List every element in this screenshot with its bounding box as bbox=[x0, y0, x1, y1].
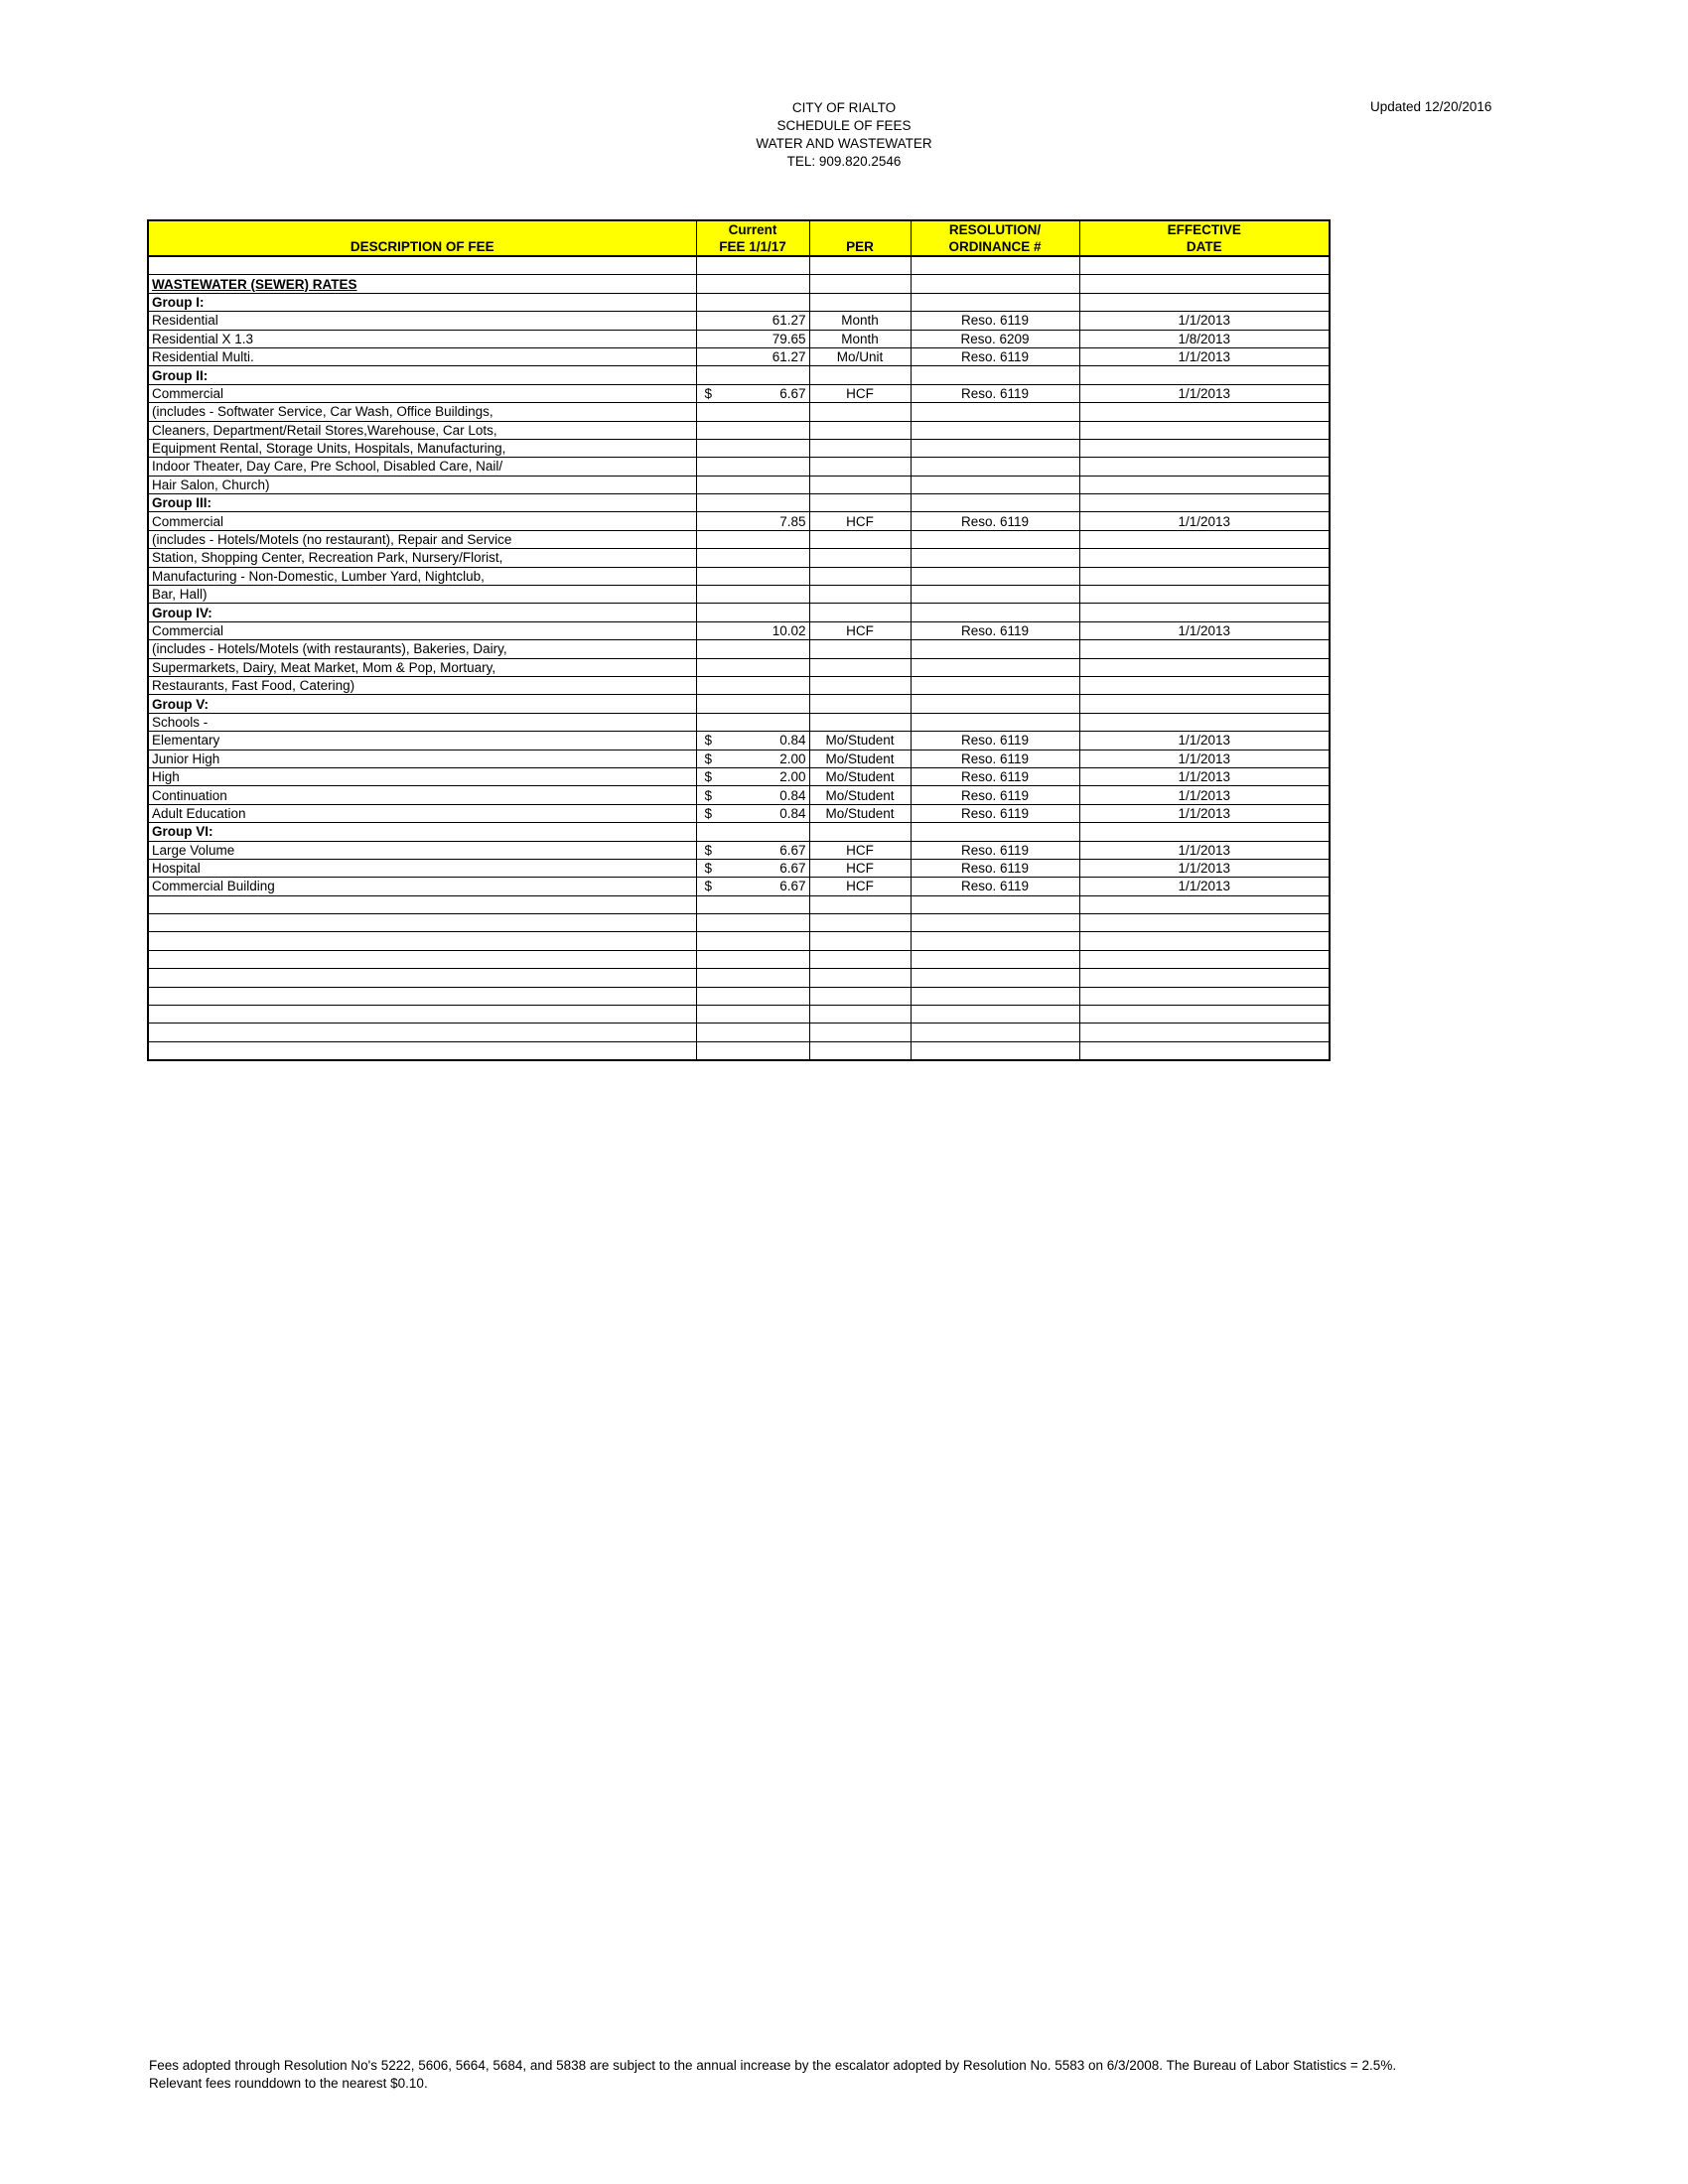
currency-symbol: $ bbox=[704, 861, 713, 877]
effective-date bbox=[1079, 658, 1330, 676]
table-row bbox=[148, 676, 1330, 694]
effective-date bbox=[1079, 366, 1330, 384]
fee-amount bbox=[696, 476, 809, 493]
table-row bbox=[148, 1006, 1330, 1024]
effective-date bbox=[1079, 458, 1330, 476]
fee-description: Schools - bbox=[148, 713, 696, 731]
fee-amount bbox=[696, 658, 809, 676]
fee-description: Elementary bbox=[148, 732, 696, 750]
resolution-number: Reso. 6119 bbox=[911, 512, 1079, 530]
fee-per-unit bbox=[809, 604, 911, 621]
resolution-number: Reso. 6119 bbox=[911, 859, 1079, 877]
fee-amount bbox=[696, 987, 809, 1005]
footer-line-2: Relevant fees rounddown to the nearest $0.10. bbox=[149, 2076, 428, 2091]
fee-value: 7.85 bbox=[779, 513, 806, 529]
effective-date bbox=[1079, 567, 1330, 585]
resolution-number bbox=[911, 494, 1079, 512]
fee-description: Equipment Rental, Storage Units, Hospitals, Manufacturing, bbox=[148, 439, 696, 457]
table-row bbox=[148, 347, 1330, 365]
currency-symbol: $ bbox=[704, 879, 713, 894]
effective-date bbox=[1079, 604, 1330, 621]
fee-amount bbox=[696, 384, 809, 402]
table-row bbox=[148, 878, 1330, 895]
table-row bbox=[148, 604, 1330, 621]
resolution-number bbox=[911, 403, 1079, 421]
fee-value: 6.67 bbox=[779, 879, 806, 894]
fee-description: WASTEWATER (SEWER) RATES bbox=[148, 275, 696, 293]
fee-amount bbox=[696, 366, 809, 384]
table-row bbox=[148, 549, 1330, 567]
fee-description: Commercial Building bbox=[148, 878, 696, 895]
fee-amount bbox=[696, 640, 809, 658]
blank-spacer-row bbox=[148, 256, 1330, 275]
fee-description: Restaurants, Fast Food, Catering) bbox=[148, 676, 696, 694]
fee-description: Supermarkets, Dairy, Meat Market, Mom & Pop, Mortuary, bbox=[148, 658, 696, 676]
effective-date bbox=[1079, 421, 1330, 439]
fee-per-unit: HCF bbox=[809, 841, 911, 859]
fee-amount bbox=[696, 347, 809, 365]
resolution-number: Reso. 6119 bbox=[911, 878, 1079, 895]
fee-amount bbox=[696, 330, 809, 347]
table-row bbox=[148, 366, 1330, 384]
fee-per-unit bbox=[809, 987, 911, 1005]
fee-amount bbox=[696, 293, 809, 311]
fee-amount bbox=[696, 586, 809, 604]
table-row bbox=[148, 494, 1330, 512]
table-row bbox=[148, 1041, 1330, 1060]
fee-value: 0.84 bbox=[779, 805, 806, 821]
fee-amount bbox=[696, 530, 809, 548]
fee-per-unit bbox=[809, 549, 911, 567]
table-header-row bbox=[148, 220, 1330, 256]
currency-symbol: $ bbox=[704, 787, 713, 803]
effective-date bbox=[1079, 676, 1330, 694]
effective-date bbox=[1079, 695, 1330, 713]
table-row bbox=[148, 530, 1330, 548]
resolution-number bbox=[911, 1006, 1079, 1024]
resolution-number bbox=[911, 476, 1079, 493]
fee-description: Residential bbox=[148, 312, 696, 330]
resolution-number bbox=[911, 987, 1079, 1005]
currency-symbol: $ bbox=[704, 385, 713, 401]
fee-description: Commercial bbox=[148, 621, 696, 639]
fee-amount bbox=[696, 895, 809, 913]
resolution-number bbox=[911, 604, 1079, 621]
effective-date bbox=[1079, 275, 1330, 293]
fee-value: 6.67 bbox=[779, 842, 806, 858]
resolution-number bbox=[911, 549, 1079, 567]
resolution-number: Reso. 6119 bbox=[911, 750, 1079, 767]
fee-value: 61.27 bbox=[772, 313, 806, 329]
table-row bbox=[148, 293, 1330, 311]
resolution-number bbox=[911, 914, 1079, 932]
table-row bbox=[148, 330, 1330, 347]
fee-per-unit bbox=[809, 439, 911, 457]
fee-value: 79.65 bbox=[772, 331, 806, 346]
resolution-number bbox=[911, 366, 1079, 384]
fee-amount bbox=[696, 878, 809, 895]
fee-per-unit bbox=[809, 293, 911, 311]
fee-per-unit bbox=[809, 1024, 911, 1041]
effective-date bbox=[1079, 439, 1330, 457]
fee-value: 6.67 bbox=[779, 385, 806, 401]
fee-amount bbox=[696, 823, 809, 841]
fee-description: (includes - Hotels/Motels (with restaurants), Bakeries, Dairy, bbox=[148, 640, 696, 658]
resolution-number bbox=[911, 713, 1079, 731]
fee-amount bbox=[696, 512, 809, 530]
table-row bbox=[148, 512, 1330, 530]
header-phone: TEL: 909.820.2546 bbox=[786, 154, 902, 169]
fee-amount bbox=[696, 275, 809, 293]
resolution-number bbox=[911, 293, 1079, 311]
currency-symbol: $ bbox=[704, 805, 713, 821]
header-city: CITY OF RIALTO bbox=[791, 100, 897, 115]
effective-date: 1/1/2013 bbox=[1079, 750, 1330, 767]
effective-date: 1/1/2013 bbox=[1079, 732, 1330, 750]
effective-date: 1/1/2013 bbox=[1079, 786, 1330, 804]
fee-per-unit bbox=[809, 914, 911, 932]
table-row bbox=[148, 384, 1330, 402]
fee-per-unit bbox=[809, 658, 911, 676]
fee-description: Hair Salon, Church) bbox=[148, 476, 696, 493]
fee-per-unit bbox=[809, 403, 911, 421]
fee-per-unit: Mo/Student bbox=[809, 804, 911, 822]
effective-date: 1/1/2013 bbox=[1079, 312, 1330, 330]
resolution-number bbox=[911, 275, 1079, 293]
footer-note bbox=[149, 2057, 1589, 2093]
fee-per-unit: HCF bbox=[809, 512, 911, 530]
effective-date bbox=[1079, 640, 1330, 658]
table-row bbox=[148, 969, 1330, 987]
col-effective-header: EFFECTIVE DATE bbox=[1079, 220, 1330, 256]
table-row bbox=[148, 750, 1330, 767]
fee-per-unit bbox=[809, 421, 911, 439]
col-fee-header: Current FEE 1/1/17 bbox=[696, 220, 809, 256]
fee-per-unit bbox=[809, 695, 911, 713]
fee-amount bbox=[696, 969, 809, 987]
fee-amount bbox=[696, 750, 809, 767]
fee-amount bbox=[696, 421, 809, 439]
resolution-number bbox=[911, 421, 1079, 439]
fee-description: Cleaners, Department/Retail Stores,Warehouse, Car Lots, bbox=[148, 421, 696, 439]
effective-date: 1/1/2013 bbox=[1079, 621, 1330, 639]
fee-description bbox=[148, 914, 696, 932]
table-row bbox=[148, 476, 1330, 493]
resolution-number: Reso. 6119 bbox=[911, 621, 1079, 639]
fee-description: Group V: bbox=[148, 695, 696, 713]
fee-per-unit bbox=[809, 1041, 911, 1060]
fee-description bbox=[148, 932, 696, 950]
fee-per-unit bbox=[809, 950, 911, 968]
fee-per-unit bbox=[809, 458, 911, 476]
resolution-number bbox=[911, 932, 1079, 950]
fee-description bbox=[148, 895, 696, 913]
resolution-number bbox=[911, 658, 1079, 676]
fee-per-unit: Month bbox=[809, 312, 911, 330]
fee-description: Group II: bbox=[148, 366, 696, 384]
fee-description bbox=[148, 1006, 696, 1024]
fee-description: (includes - Softwater Service, Car Wash, Office Buildings, bbox=[148, 403, 696, 421]
resolution-number bbox=[911, 676, 1079, 694]
fee-per-unit: Mo/Student bbox=[809, 750, 911, 767]
fee-amount bbox=[696, 1024, 809, 1041]
resolution-number bbox=[911, 458, 1079, 476]
fee-amount bbox=[696, 932, 809, 950]
fee-description: Commercial bbox=[148, 384, 696, 402]
table-row bbox=[148, 458, 1330, 476]
resolution-number bbox=[911, 969, 1079, 987]
table-row bbox=[148, 804, 1330, 822]
effective-date: 1/8/2013 bbox=[1079, 330, 1330, 347]
effective-date bbox=[1079, 950, 1330, 968]
fee-value: 2.00 bbox=[779, 769, 806, 785]
fee-description: Junior High bbox=[148, 750, 696, 767]
fee-value: 0.84 bbox=[779, 787, 806, 803]
resolution-number: Reso. 6119 bbox=[911, 804, 1079, 822]
fee-per-unit: HCF bbox=[809, 384, 911, 402]
fee-amount bbox=[696, 312, 809, 330]
table-row bbox=[148, 403, 1330, 421]
currency-symbol: $ bbox=[704, 751, 713, 766]
fee-description bbox=[148, 1024, 696, 1041]
fee-description: Group IV: bbox=[148, 604, 696, 621]
fee-per-unit: Month bbox=[809, 330, 911, 347]
table-row bbox=[148, 567, 1330, 585]
resolution-number bbox=[911, 1024, 1079, 1041]
effective-date bbox=[1079, 969, 1330, 987]
fee-per-unit bbox=[809, 1006, 911, 1024]
resolution-number: Reso. 6119 bbox=[911, 841, 1079, 859]
fee-description: (includes - Hotels/Motels (no restaurant), Repair and Service bbox=[148, 530, 696, 548]
table-row bbox=[148, 786, 1330, 804]
fee-per-unit: Mo/Student bbox=[809, 732, 911, 750]
fee-amount bbox=[696, 549, 809, 567]
table-row bbox=[148, 713, 1330, 731]
fee-per-unit bbox=[809, 713, 911, 731]
resolution-number: Reso. 6119 bbox=[911, 347, 1079, 365]
fee-amount bbox=[696, 604, 809, 621]
resolution-number: Reso. 6119 bbox=[911, 786, 1079, 804]
resolution-number bbox=[911, 823, 1079, 841]
fee-description bbox=[148, 987, 696, 1005]
effective-date bbox=[1079, 895, 1330, 913]
table-row bbox=[148, 950, 1330, 968]
fee-per-unit bbox=[809, 275, 911, 293]
fee-amount bbox=[696, 950, 809, 968]
table-row bbox=[148, 312, 1330, 330]
fee-description: Continuation bbox=[148, 786, 696, 804]
header-department: WATER AND WASTEWATER bbox=[756, 136, 932, 151]
effective-date: 1/1/2013 bbox=[1079, 841, 1330, 859]
resolution-number: Reso. 6209 bbox=[911, 330, 1079, 347]
effective-date: 1/1/2013 bbox=[1079, 512, 1330, 530]
fee-amount bbox=[696, 403, 809, 421]
table-row bbox=[148, 841, 1330, 859]
fee-amount bbox=[696, 859, 809, 877]
table-row bbox=[148, 586, 1330, 604]
fee-description: Group I: bbox=[148, 293, 696, 311]
resolution-number: Reso. 6119 bbox=[911, 384, 1079, 402]
fee-value: 0.84 bbox=[779, 733, 806, 749]
fee-description: Residential Multi. bbox=[148, 347, 696, 365]
fee-amount bbox=[696, 914, 809, 932]
fee-description: Bar, Hall) bbox=[148, 586, 696, 604]
fee-description bbox=[148, 969, 696, 987]
resolution-number bbox=[911, 950, 1079, 968]
effective-date bbox=[1079, 494, 1330, 512]
fee-value: 61.27 bbox=[772, 349, 806, 365]
effective-date bbox=[1079, 1006, 1330, 1024]
fee-description bbox=[148, 950, 696, 968]
effective-date bbox=[1079, 713, 1330, 731]
table-row bbox=[148, 695, 1330, 713]
fee-amount bbox=[696, 732, 809, 750]
fee-description: Large Volume bbox=[148, 841, 696, 859]
currency-symbol: $ bbox=[704, 842, 713, 858]
table-row bbox=[148, 1024, 1330, 1041]
document-header bbox=[645, 99, 1043, 171]
fee-per-unit bbox=[809, 969, 911, 987]
table-row bbox=[148, 439, 1330, 457]
table-row bbox=[148, 640, 1330, 658]
table-row bbox=[148, 767, 1330, 785]
fee-description: Adult Education bbox=[148, 804, 696, 822]
resolution-number: Reso. 6119 bbox=[911, 732, 1079, 750]
table-row bbox=[148, 421, 1330, 439]
fee-value: 6.67 bbox=[779, 861, 806, 877]
fee-amount bbox=[696, 567, 809, 585]
effective-date bbox=[1079, 530, 1330, 548]
effective-date bbox=[1079, 586, 1330, 604]
table-row bbox=[148, 275, 1330, 293]
effective-date bbox=[1079, 403, 1330, 421]
table-row bbox=[148, 987, 1330, 1005]
resolution-number: Reso. 6119 bbox=[911, 767, 1079, 785]
resolution-number bbox=[911, 439, 1079, 457]
fee-per-unit bbox=[809, 676, 911, 694]
effective-date bbox=[1079, 476, 1330, 493]
effective-date bbox=[1079, 549, 1330, 567]
header-schedule: SCHEDULE OF FEES bbox=[776, 118, 912, 133]
fee-description: Commercial bbox=[148, 512, 696, 530]
fee-amount bbox=[696, 786, 809, 804]
fee-amount bbox=[696, 713, 809, 731]
effective-date: 1/1/2013 bbox=[1079, 804, 1330, 822]
effective-date: 1/1/2013 bbox=[1079, 859, 1330, 877]
fee-description: Hospital bbox=[148, 859, 696, 877]
fee-amount bbox=[696, 439, 809, 457]
fee-per-unit: HCF bbox=[809, 859, 911, 877]
fee-description: Group III: bbox=[148, 494, 696, 512]
table-row bbox=[148, 895, 1330, 913]
fee-description: Residential X 1.3 bbox=[148, 330, 696, 347]
fee-amount bbox=[696, 1041, 809, 1060]
fee-schedule-table bbox=[147, 219, 1331, 1061]
resolution-number bbox=[911, 586, 1079, 604]
updated-date: Updated 12/20/2016 bbox=[1370, 99, 1492, 114]
fee-per-unit bbox=[809, 895, 911, 913]
currency-symbol: $ bbox=[704, 769, 713, 785]
fee-amount bbox=[696, 676, 809, 694]
effective-date bbox=[1079, 932, 1330, 950]
effective-date: 1/1/2013 bbox=[1079, 878, 1330, 895]
effective-date bbox=[1079, 1024, 1330, 1041]
effective-date: 1/1/2013 bbox=[1079, 384, 1330, 402]
effective-date bbox=[1079, 914, 1330, 932]
fee-per-unit: Mo/Student bbox=[809, 767, 911, 785]
fee-per-unit bbox=[809, 823, 911, 841]
resolution-number bbox=[911, 640, 1079, 658]
table-row bbox=[148, 859, 1330, 877]
effective-date: 1/1/2013 bbox=[1079, 767, 1330, 785]
fee-amount bbox=[696, 804, 809, 822]
resolution-number: Reso. 6119 bbox=[911, 312, 1079, 330]
fee-description: Station, Shopping Center, Recreation Park, Nursery/Florist, bbox=[148, 549, 696, 567]
fee-per-unit bbox=[809, 567, 911, 585]
fee-per-unit bbox=[809, 366, 911, 384]
resolution-number bbox=[911, 567, 1079, 585]
fee-per-unit: Mo/Unit bbox=[809, 347, 911, 365]
fee-per-unit bbox=[809, 476, 911, 493]
fee-description: High bbox=[148, 767, 696, 785]
table-row bbox=[148, 914, 1330, 932]
table-row bbox=[148, 932, 1330, 950]
col-per-header: PER bbox=[809, 220, 911, 256]
fee-amount bbox=[696, 1006, 809, 1024]
fee-value: 10.02 bbox=[772, 623, 806, 638]
fee-amount bbox=[696, 767, 809, 785]
resolution-number bbox=[911, 695, 1079, 713]
table-row bbox=[148, 658, 1330, 676]
fee-per-unit bbox=[809, 494, 911, 512]
col-description-header: DESCRIPTION OF FEE bbox=[148, 220, 696, 256]
effective-date bbox=[1079, 293, 1330, 311]
table-row bbox=[148, 732, 1330, 750]
fee-description bbox=[148, 1041, 696, 1060]
fee-amount bbox=[696, 695, 809, 713]
resolution-number bbox=[911, 530, 1079, 548]
resolution-number bbox=[911, 1041, 1079, 1060]
table-row bbox=[148, 823, 1330, 841]
currency-symbol: $ bbox=[704, 733, 713, 749]
effective-date bbox=[1079, 823, 1330, 841]
footer-line-1: Fees adopted through Resolution No's 5222, 5606, 5664, 5684, and 5838 are subject to the annual increase by the escalator adopted by Resolution No. 5583 on 6/3/2008. The Bureau of Labor Statistics = 2.5%. bbox=[149, 2058, 1397, 2073]
fee-per-unit bbox=[809, 586, 911, 604]
fee-value: 2.00 bbox=[779, 751, 806, 766]
fee-amount bbox=[696, 494, 809, 512]
fee-description: Group VI: bbox=[148, 823, 696, 841]
fee-per-unit: Mo/Student bbox=[809, 786, 911, 804]
col-resolution-header: RESOLUTION/ ORDINANCE # bbox=[911, 220, 1079, 256]
fee-per-unit bbox=[809, 530, 911, 548]
effective-date bbox=[1079, 1041, 1330, 1060]
table-row bbox=[148, 621, 1330, 639]
fee-per-unit bbox=[809, 932, 911, 950]
effective-date: 1/1/2013 bbox=[1079, 347, 1330, 365]
resolution-number bbox=[911, 895, 1079, 913]
fee-per-unit bbox=[809, 640, 911, 658]
fee-per-unit: HCF bbox=[809, 621, 911, 639]
fee-amount bbox=[696, 621, 809, 639]
fee-amount bbox=[696, 841, 809, 859]
fee-description: Manufacturing - Non-Domestic, Lumber Yard, Nightclub, bbox=[148, 567, 696, 585]
fee-per-unit: HCF bbox=[809, 878, 911, 895]
effective-date bbox=[1079, 987, 1330, 1005]
fee-description: Indoor Theater, Day Care, Pre School, Disabled Care, Nail/ bbox=[148, 458, 696, 476]
fee-amount bbox=[696, 458, 809, 476]
